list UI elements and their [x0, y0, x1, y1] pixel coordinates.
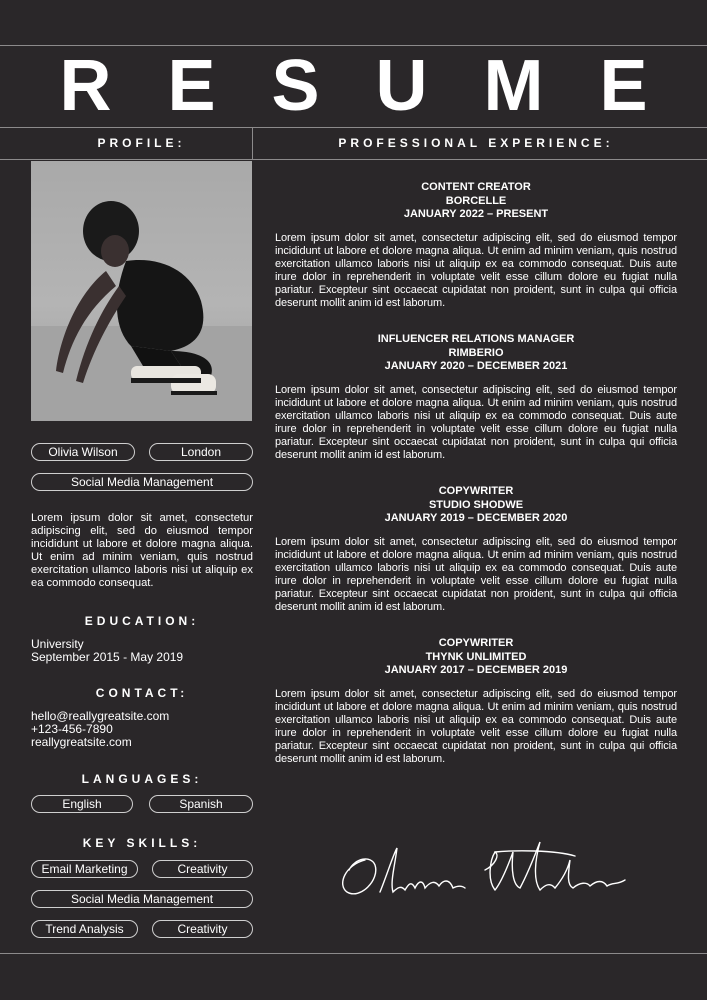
- languages-heading: LANGUAGES:: [81, 772, 203, 786]
- skills-heading: KEY SKILLS:: [82, 836, 202, 850]
- job-company: STUDIO SHODWE: [428, 498, 524, 511]
- field-pill: Social Media Management: [31, 473, 253, 491]
- skill-pill: Email Marketing: [31, 860, 138, 878]
- contact-phone: +123-456-7890: [31, 722, 113, 736]
- job-dates: JANUARY 2017 – DECEMBER 2019: [384, 664, 568, 676]
- profile-heading: PROFILE:: [97, 136, 186, 150]
- name-pill: Olivia Wilson: [31, 443, 135, 461]
- profile-summary: Lorem ipsum dolor sit amet, consectetur adipiscing elit, sed do eiusmod tempor incididunt ut labore et dolore magna aliqua. Ut enim ad minim veniam, quis nostrud exercitation ullamco laboris nisi ut aliquip ex ea commodo consequat.: [31, 512, 253, 589]
- bottom-rule: [0, 953, 707, 954]
- job-header: [275, 333, 677, 374]
- job-company: THYNK UNLIMITED: [425, 650, 527, 663]
- skill-pill: Creativity: [152, 860, 253, 878]
- education-dates: September 2015 - May 2019: [31, 650, 184, 664]
- education-heading: EDUCATION:: [84, 614, 200, 628]
- job-header: [275, 485, 677, 526]
- job-dates: JANUARY 2020 – DECEMBER 2021: [384, 360, 568, 372]
- signature: [335, 830, 635, 910]
- job-role: CONTENT CREATOR: [421, 181, 531, 193]
- skill-pill: Creativity: [152, 920, 253, 938]
- job-company: RIMBERIO: [448, 346, 504, 359]
- job-dates: JANUARY 2019 – DECEMBER 2020: [384, 512, 568, 524]
- job-header: [275, 181, 677, 222]
- skill-pill: Social Media Management: [31, 890, 253, 908]
- contact-email[interactable]: hello@reallygreatsite.com: [31, 709, 170, 723]
- contact-website[interactable]: reallygreatsite.com: [31, 735, 132, 749]
- resume-title-text: RESUME: [59, 46, 704, 126]
- contact-heading: CONTACT:: [95, 686, 189, 700]
- job-company: BORCELLE: [445, 194, 507, 207]
- portrait-image: [31, 161, 252, 421]
- language-pill: Spanish: [149, 795, 253, 813]
- skill-pill: Trend Analysis: [31, 920, 138, 938]
- job-description: Lorem ipsum dolor sit amet, consectetur adipiscing elit, sed do eiusmod tempor incididunt ut labore et dolore magna aliqua. Ut enim ad minim veniam, quis nostrud exercitation ullamco laboris nisi ut aliquip ex ea commodo consequat. Duis aute irure dolor in reprehenderit in voluptate velit esse cillum dolore eu fugiat nulla pariatur. Excepteur sint occaecat cupidatat non proident, sunt in culpa qui officia deserunt mollit anim id est laborum.: [275, 384, 677, 461]
- job-description: Lorem ipsum dolor sit amet, consectetur adipiscing elit, sed do eiusmod tempor incididunt ut labore et dolore magna aliqua. Ut enim ad minim veniam, quis nostrud exercitation ullamco laboris nisi ut aliquip ex ea commodo consequat. Duis aute irure dolor in reprehenderit in voluptate velit esse cillum dolore eu fugiat nulla pariatur. Excepteur sint occaecat cupidatat non proident, sunt in culpa qui officia deserunt mollit anim id est laborum.: [275, 688, 677, 765]
- header-divider: [252, 127, 253, 160]
- signature-image: [335, 830, 635, 910]
- job-dates: JANUARY 2022 – PRESENT: [403, 208, 549, 220]
- header-bottom-rule: [0, 159, 707, 160]
- job-role: COPYWRITER: [438, 637, 514, 649]
- education-school: University: [31, 637, 84, 651]
- job-role: COPYWRITER: [438, 485, 514, 497]
- location-pill: London: [149, 443, 253, 461]
- language-pill: English: [31, 795, 133, 813]
- job-description: Lorem ipsum dolor sit amet, consectetur adipiscing elit, sed do eiusmod tempor incididunt ut labore et dolore magna aliqua. Ut enim ad minim veniam, quis nostrud exercitation ullamco laboris nisi ut aliquip ex ea commodo consequat. Duis aute irure dolor in reprehenderit in voluptate velit esse cillum dolore eu fugiat nulla pariatur. Excepteur sint occaecat cupidatat non proident, sunt in culpa qui officia deserunt mollit anim id est laborum.: [275, 232, 677, 309]
- experience-heading: PROFESSIONAL EXPERIENCE:: [338, 136, 614, 150]
- job-role: INFLUENCER RELATIONS MANAGER: [377, 333, 575, 345]
- job-header: [275, 637, 677, 678]
- job-description: Lorem ipsum dolor sit amet, consectetur adipiscing elit, sed do eiusmod tempor incididunt ut labore et dolore magna aliqua. Ut enim ad minim veniam, quis nostrud exercitation ullamco laboris nisi ut aliquip ex ea commodo consequat. Duis aute irure dolor in reprehenderit in voluptate velit esse cillum dolore eu fugiat nulla pariatur. Excepteur sint occaecat cupidatat non proident, sunt in culpa qui officia deserunt mollit anim id est laborum.: [275, 536, 677, 613]
- resume-title: [0, 44, 707, 128]
- profile-photo: [31, 161, 252, 421]
